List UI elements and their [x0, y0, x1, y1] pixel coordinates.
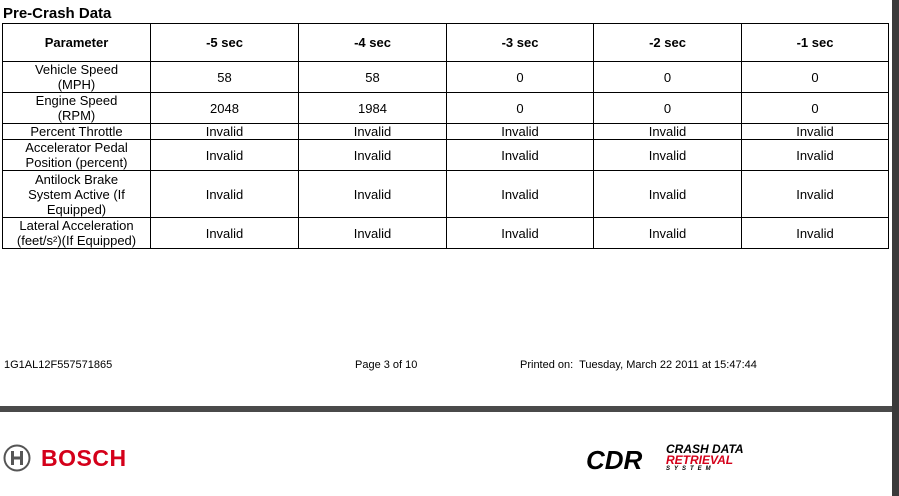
- table-cell: Invalid: [447, 124, 594, 140]
- row-parameter-label: [3, 218, 151, 249]
- param-line: Lateral Acceleration: [19, 218, 134, 233]
- table-cell: Invalid: [594, 218, 742, 249]
- table-cell: Invalid: [742, 171, 889, 218]
- table-cell: Invalid: [742, 140, 889, 171]
- bosch-armature-icon: [3, 444, 31, 472]
- param-line: Vehicle Speed: [34, 62, 119, 77]
- table-cell: 0: [447, 93, 594, 124]
- param-line: Percent Throttle: [30, 124, 123, 139]
- table-cell: 0: [594, 62, 742, 93]
- table-cell: Invalid: [151, 218, 299, 249]
- table-cell: 0: [742, 93, 889, 124]
- footer-vin: 1G1AL12F557571865: [4, 359, 113, 371]
- header-minus-1-sec: -1 sec: [742, 24, 889, 62]
- table-cell: Invalid: [594, 171, 742, 218]
- table-row: [3, 171, 889, 218]
- table-cell: 58: [151, 62, 299, 93]
- table-cell: Invalid: [151, 171, 299, 218]
- table-cell: Invalid: [594, 124, 742, 140]
- table-cell: 1984: [299, 93, 447, 124]
- header-minus-3-sec: -3 sec: [447, 24, 594, 62]
- table-cell: Invalid: [299, 140, 447, 171]
- row-parameter-label: [3, 62, 151, 93]
- table-cell: Invalid: [151, 124, 299, 140]
- table-cell: Invalid: [447, 218, 594, 249]
- table-cell: Invalid: [299, 218, 447, 249]
- page-separator: [0, 406, 892, 412]
- section-title: Pre-Crash Data: [3, 5, 112, 22]
- page-right-border: [892, 0, 899, 496]
- table-cell: Invalid: [447, 140, 594, 171]
- svg-text:CDR: CDR: [586, 444, 643, 473]
- cdr-logo: [584, 444, 744, 473]
- table-cell: 0: [594, 93, 742, 124]
- table-row: [3, 62, 889, 93]
- table-cell: Invalid: [299, 124, 447, 140]
- param-line: (feet/s²)(If Equipped): [16, 233, 137, 248]
- cdr-line-2: RETRIEVAL: [666, 453, 734, 467]
- table-cell: 2048: [151, 93, 299, 124]
- param-line: (RPM): [57, 108, 96, 123]
- table-header-row: [3, 24, 889, 62]
- table-row: [3, 124, 889, 140]
- pre-crash-data-table: [2, 23, 889, 249]
- header-minus-2-sec: -2 sec: [594, 24, 742, 62]
- printed-value: Tuesday, March 22 2011 at 15:47:44: [579, 359, 757, 371]
- table-cell: 0: [447, 62, 594, 93]
- table-row: [3, 140, 889, 171]
- header-minus-5-sec: -5 sec: [151, 24, 299, 62]
- cdr-mark-icon: [584, 445, 662, 473]
- param-line: Antilock Brake: [34, 171, 119, 187]
- header-parameter: Parameter: [3, 24, 151, 62]
- header-minus-4-sec: -4 sec: [299, 24, 447, 62]
- table-cell: Invalid: [447, 171, 594, 218]
- row-parameter-label: [3, 171, 151, 218]
- table-cell: Invalid: [594, 140, 742, 171]
- param-line: Equipped): [46, 201, 107, 217]
- row-parameter-label: [3, 93, 151, 124]
- table-row: [3, 218, 889, 249]
- param-line: Engine Speed: [35, 93, 118, 108]
- table-cell: 58: [299, 62, 447, 93]
- bosch-logo: [3, 444, 127, 472]
- printed-label: Printed on:: [520, 359, 574, 371]
- cdr-line-3: SYSTEM: [666, 466, 715, 472]
- table-row: [3, 93, 889, 124]
- cdr-line-1: CRASH DATA: [666, 442, 744, 456]
- param-line: Accelerator Pedal: [25, 140, 128, 155]
- table-cell: Invalid: [299, 171, 447, 218]
- bosch-wordmark: BOSCH: [41, 444, 127, 471]
- param-line: (MPH): [57, 77, 96, 92]
- param-line: System Active (If: [28, 186, 125, 202]
- footer-page-number: Page 3 of 10: [355, 359, 418, 371]
- cdr-wordmark: [666, 444, 744, 473]
- table-cell: 0: [742, 62, 889, 93]
- param-line: Position (percent): [25, 155, 128, 170]
- footer-printed-on: [520, 359, 757, 371]
- row-parameter-label: [3, 124, 151, 140]
- table-cell: Invalid: [742, 124, 889, 140]
- row-parameter-label: [3, 140, 151, 171]
- table-cell: Invalid: [742, 218, 889, 249]
- table-cell: Invalid: [151, 140, 299, 171]
